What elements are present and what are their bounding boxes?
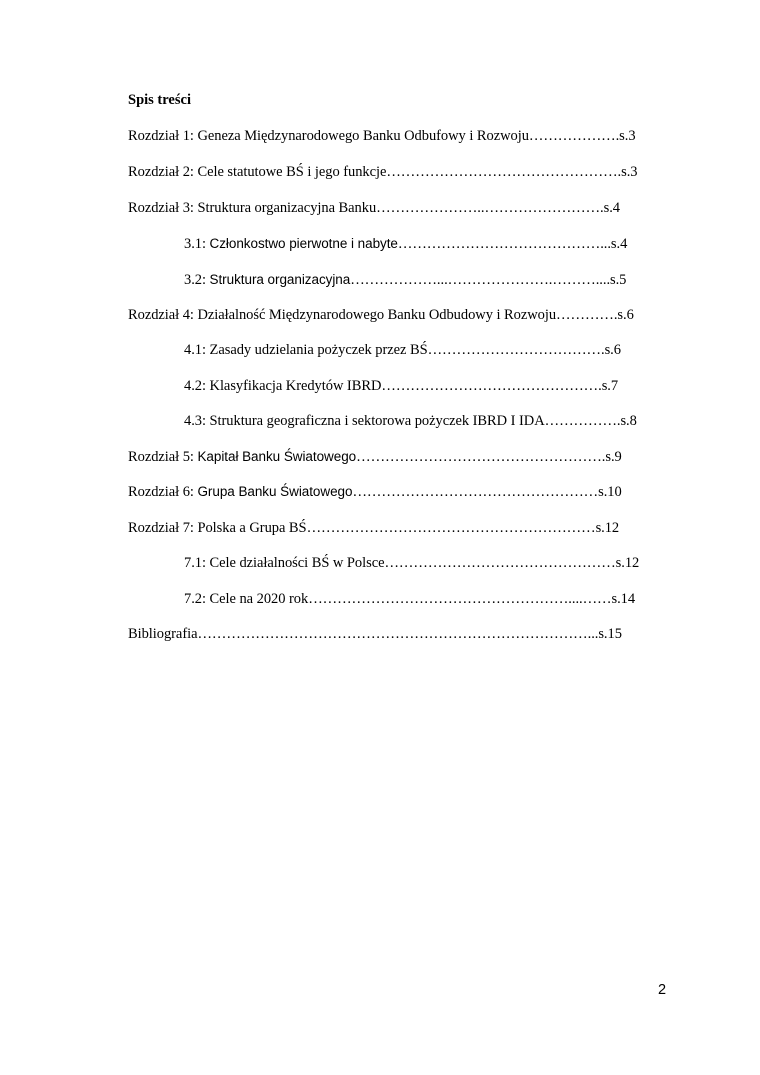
toc-entry-title: Bibliografia………………………………………………………………………...s.15 bbox=[128, 626, 622, 642]
toc-entry-chapter-3 bbox=[128, 199, 620, 217]
toc-entry-label: Rozdział 1: bbox=[128, 128, 198, 144]
toc-entry-title: Struktura organizacyjna bbox=[209, 272, 351, 287]
toc-entry-chapter-6 bbox=[128, 483, 622, 501]
toc-entry-title: Rozdział 7: Polska a Grupa BŚ……………………………………………………s.12 bbox=[128, 520, 620, 536]
toc-entry-title: 7.1: Cele działalności BŚ w Polsce…………………………………………s.12 bbox=[184, 555, 640, 571]
toc-entry-section-3-2 bbox=[184, 271, 626, 289]
toc-entry-bibliography bbox=[128, 625, 622, 643]
toc-entry-title: Struktura organizacyjna Banku…………………..…………………….s.4 bbox=[197, 200, 620, 216]
toc-entry-chapter-2 bbox=[128, 163, 638, 181]
toc-entry-section-7-1 bbox=[184, 554, 639, 572]
toc-entry-chapter-1 bbox=[128, 127, 636, 145]
toc-entry-section-4-3 bbox=[184, 412, 637, 430]
toc-entry-title: Geneza Międzynarodowego Banku Odbufowy i Rozwoju……………….s.3 bbox=[197, 128, 636, 144]
toc-entry-chapter-5 bbox=[128, 448, 622, 466]
toc-entry-label: 3.1: bbox=[184, 236, 210, 252]
toc-entry-title: Członkostwo pierwotne i nabyte bbox=[209, 236, 398, 251]
toc-entry-title: 4.2: Klasyfikacja Kredytów IBRD……………………………………….s.7 bbox=[184, 378, 619, 394]
toc-entry-section-3-1 bbox=[184, 235, 627, 253]
toc-entry-label: Rozdział 5: bbox=[128, 449, 198, 465]
toc-entry-title: Działalność Międzynarodowego Banku Odbudowy i Rozwoju………….s.6 bbox=[197, 307, 634, 323]
toc-entry-title: Kapitał Banku Światowego bbox=[197, 449, 357, 464]
toc-entry-title: Cele statutowe BŚ i jego funkcje………………………………………….s.3 bbox=[197, 164, 638, 180]
toc-heading: Spis treści bbox=[128, 92, 191, 108]
page-number: 2 bbox=[658, 982, 667, 998]
toc-entry-label: Rozdział 6: bbox=[128, 484, 198, 500]
toc-entry-chapter-4 bbox=[128, 306, 634, 324]
toc-entry-label: Rozdział 3: bbox=[128, 200, 198, 216]
toc-entry-title: 7.2: Cele na 2020 rok………………………………………………....……s.14 bbox=[184, 591, 636, 607]
toc-entry-title: Grupa Banku Światowego bbox=[197, 484, 353, 499]
toc-entry-leader: ………………...………………….………....s.5 bbox=[350, 272, 627, 288]
toc-entry-section-4-1 bbox=[184, 341, 621, 359]
toc-entry-leader: ……………………………………...s.4 bbox=[397, 236, 628, 252]
toc-entry-leader: …………………………………………….s.9 bbox=[356, 449, 622, 465]
toc-entry-label: Rozdział 4: bbox=[128, 307, 198, 323]
toc-entry-label: Rozdział 2: bbox=[128, 164, 198, 180]
toc-entry-label: 3.2: bbox=[184, 272, 210, 288]
toc-entry-section-4-2 bbox=[184, 377, 618, 395]
toc-entry-title: 4.3: Struktura geograficzna i sektorowa pożyczek IBRD I IDA…………….s.8 bbox=[184, 413, 637, 429]
toc-entry-chapter-7 bbox=[128, 519, 619, 537]
toc-entry-title: 4.1: Zasady udzielania pożyczek przez BŚ……………………………….s.6 bbox=[184, 342, 621, 358]
toc-entry-section-7-2 bbox=[184, 590, 635, 608]
toc-entry-leader: ……………………………………………s.10 bbox=[352, 484, 622, 500]
